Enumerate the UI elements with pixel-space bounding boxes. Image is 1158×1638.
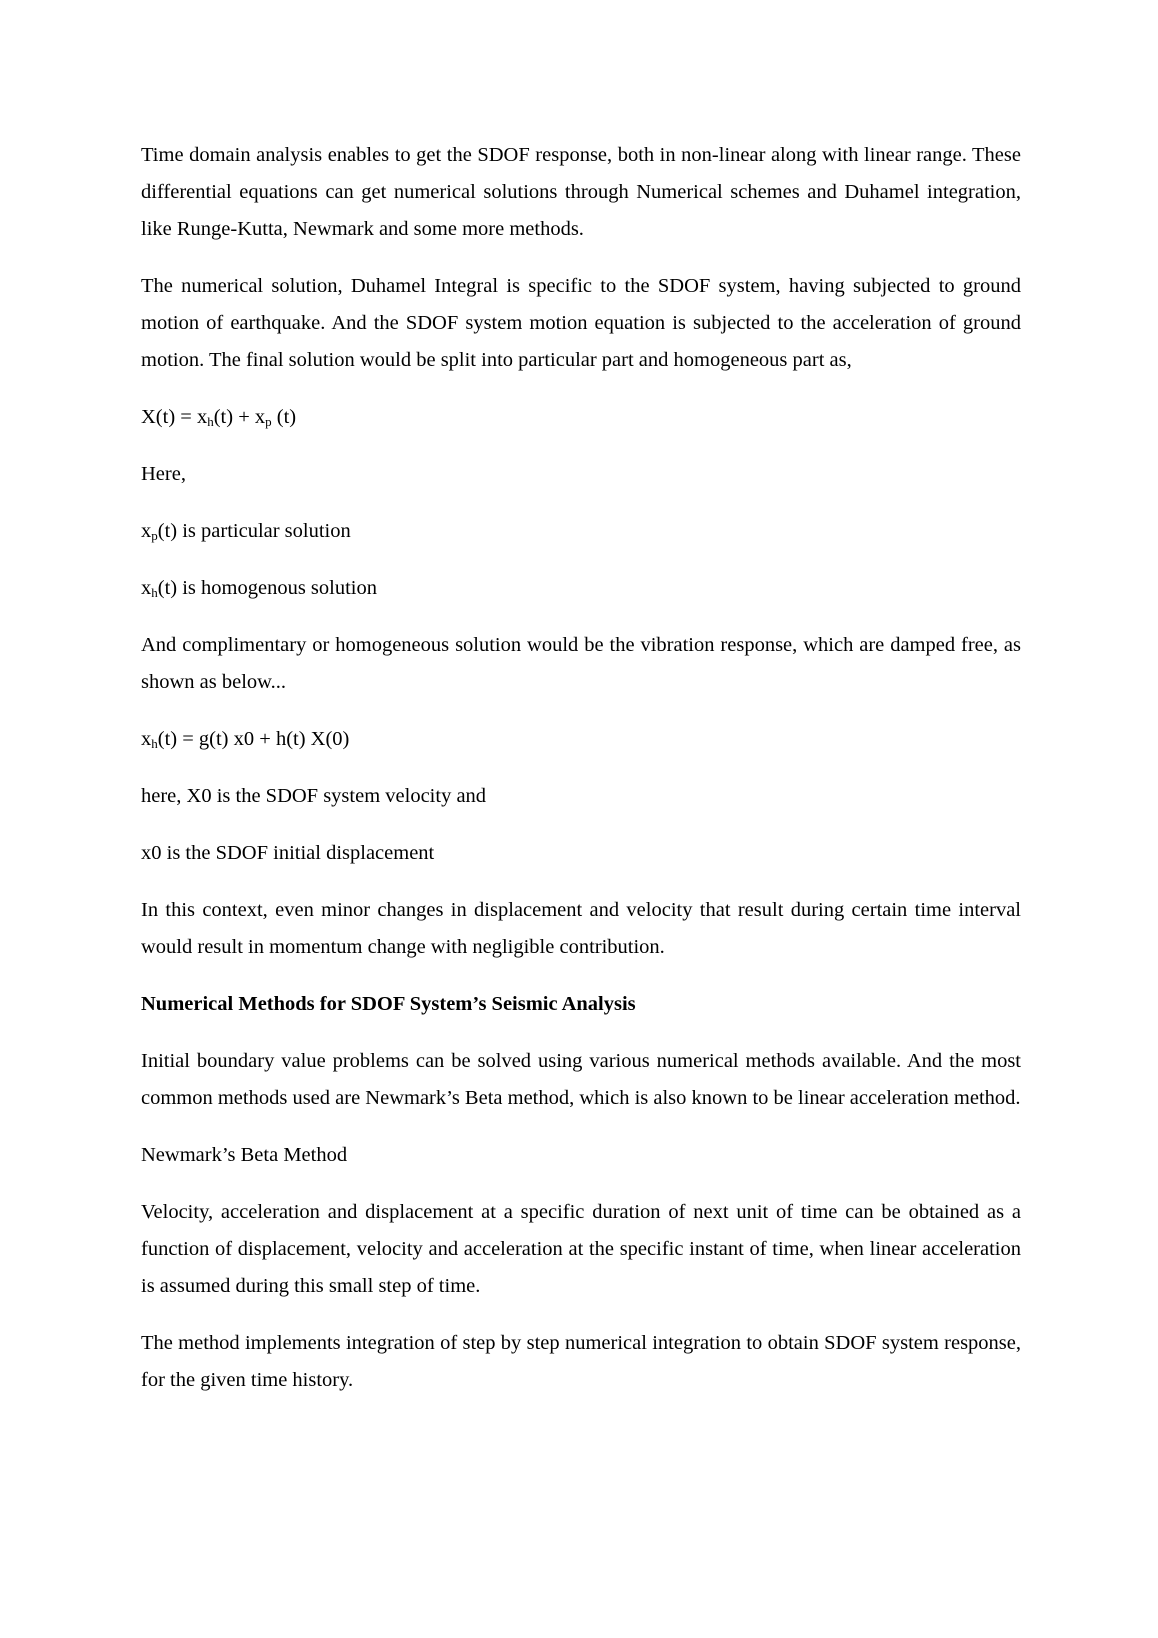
variable-x: x	[141, 520, 152, 542]
subscript-p: p	[265, 414, 272, 429]
text-here: Here,	[141, 463, 186, 485]
subscript-p: p	[151, 528, 158, 543]
paragraph-numerical-methods: Initial boundary value problems can be solved using various numerical methods available. And the most common methods used are Newmark’s Beta method, which is also known to be linear acceleration method.	[141, 1050, 1021, 1109]
paragraph-newmark-description: Velocity, acceleration and displacement at a specific duration of next unit of time can be obtained as a function of displacement, velocity and acceleration at the specific instant of time, when linear acceleration is assumed during this small step of time.	[141, 1201, 1021, 1297]
variable-x: x	[141, 577, 152, 599]
document-body	[141, 137, 1021, 1419]
paragraph-duhamel: The numerical solution, Duhamel Integral is specific to the SDOF system, having subjected to ground motion of earthquake. And the SDOF system motion equation is subjected to the acceleration of ground motion. The final solution would be split into particular part and homogeneous part as,	[141, 275, 1021, 371]
equation-homogeneous	[141, 721, 1021, 758]
paragraph-integration: The method implements integration of step by step numerical integration to obtain SDOF system response, for the given time history.	[141, 1332, 1021, 1391]
subscript-h: h	[207, 414, 214, 429]
paragraph-complimentary-solution: And complimentary or homogeneous solution would be the vibration response, which are damped free, as shown as below...	[141, 634, 1021, 693]
paragraph-time-domain: Time domain analysis enables to get the SDOF response, both in non-linear along with linear range. These differential equations can get numerical solutions through Numerical schemes and Duhamel integration, like Runge-Kutta, Newmark and some more methods.	[141, 144, 1021, 240]
text-velocity-definition: here, X0 is the SDOF system velocity and	[141, 785, 487, 807]
definition-particular-solution	[141, 513, 1021, 550]
paragraph-momentum: In this context, even minor changes in displacement and velocity that result during certain time interval would result in momentum change with negligible contribution.	[141, 899, 1021, 958]
equation-text: (t) = g(t) x0 + h(t) X(0)	[157, 728, 350, 750]
equation-total-solution	[141, 399, 1021, 436]
text-displacement-definition: x0 is the SDOF initial displacement	[141, 842, 435, 864]
definition-text: (t) is homogenous solution	[157, 577, 377, 599]
equation-end: (t)	[271, 406, 297, 428]
subscript-h: h	[151, 585, 158, 600]
definition-homogenous-solution	[141, 570, 1021, 607]
equation-lhs: X(t) = x	[141, 406, 208, 428]
section-heading: Numerical Methods for SDOF System’s Seismic Analysis	[141, 993, 636, 1015]
subscript-h: h	[151, 736, 158, 751]
subsection-heading: Newmark’s Beta Method	[141, 1144, 348, 1166]
variable-x: x	[141, 728, 152, 750]
definition-text: (t) is particular solution	[157, 520, 351, 542]
equation-mid: (t) + x	[213, 406, 266, 428]
